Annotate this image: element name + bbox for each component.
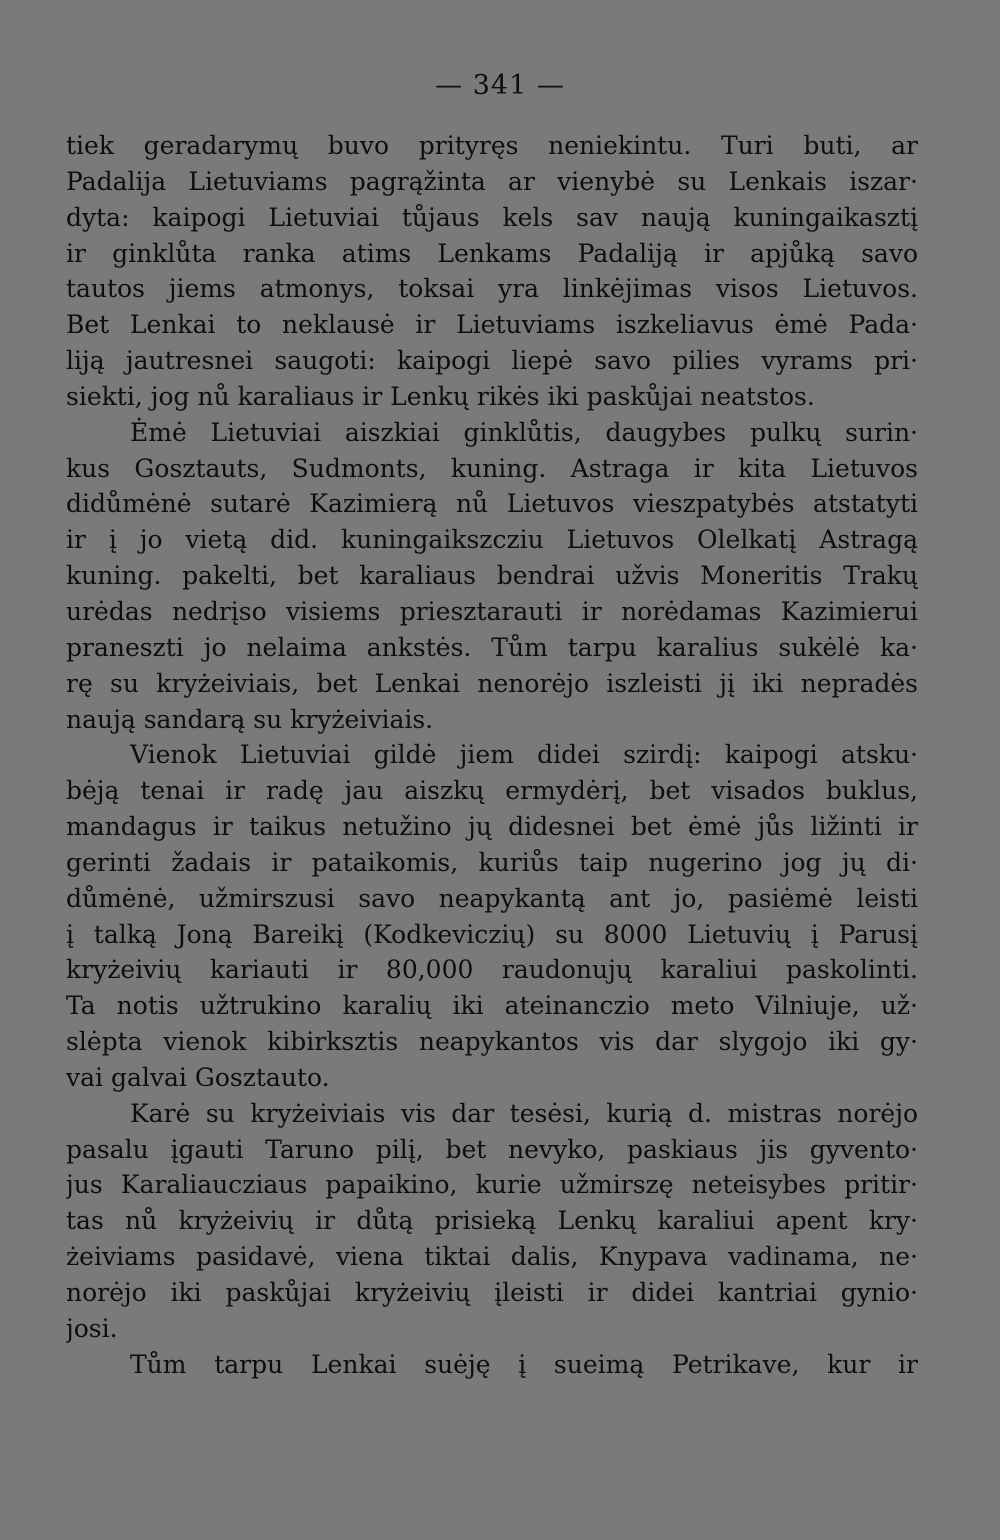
text-line: tiek geradarymų buvo prityręs neniekintu. Turi buti, ar [66,131,918,160]
page-number: — 341 — [435,70,565,101]
text-line: mandagus ir taikus netužino jų didesnei bet ėmė jůs ližinti ir [66,812,918,842]
text-line: Bet Lenkai to neklausė ir Lietuviams iszkeliavus ėmė Pada· [66,310,918,340]
body-text [66,128,918,1383]
text-line: kryżeivių kariauti ir 80,000 raudonujų karaliui paskolinti. [66,955,918,985]
text-line: tas nů kryżeivių ir důtą prisieką Lenkų karaliui apent kry· [66,1206,918,1236]
text-line: Ėmė Lietuviai aiszkiai ginklůtis, daugybes pulkų surin· [130,417,918,447]
text-line: bėją tenai ir radę jau aiszkų ermydėrį, bet visados buklus, [66,776,918,806]
text-line: pasalu įgauti Taruno pilį, bet nevyko, paskiaus jis gyvento· [66,1134,918,1164]
text-line: Tům tarpu Lenkai suėję į sueimą Petrikave, kur ir [130,1349,918,1379]
text-line: vai galvai Gosztauto. [66,1062,330,1092]
text-line: ir į jo vietą did. kuningaikszcziu Lietuvos Olelkatį Astragą [66,525,918,555]
text-line: rę su kryżeiviais, bet Lenkai nenorėjo iszleisti jį iki nepradės [66,668,918,698]
text-line: důmėnė, užmirszusi savo neapykantą ant jo, pasiėmė leisti [66,883,918,913]
text-line: praneszti jo nelaima ankstės. Tům tarpu karalius sukėlė ka· [66,632,918,662]
text-line: kuning. pakelti, bet karaliaus bendrai užvis Moneritis Trakų [66,561,918,591]
text-line: slėpta vienok kibirksztis neapykantos vis dar slygojo iki gy· [66,1027,918,1057]
text-line: Ta notis užtrukino karalių iki ateinanczio meto Vilniuje, už· [66,991,918,1021]
text-line: siekti, jog nů karaliaus ir Lenkų rikės iki paskůjai neatstos. [66,381,815,411]
text-line: naują sandarą su kryżeiviais. [66,704,434,734]
text-line: į talką Joną Bareikį (Kodkeviczių) su 8000 Lietuvių į Parusį [66,919,918,949]
text-line: dyta: kaipogi Lietuviai tůjaus kels sav naują kuningaikasztį [66,202,918,232]
text-line: gerinti žadais ir pataikomis, kuriůs taip nugerino jog jų di· [66,847,918,877]
text-line: ir ginklůta ranka atims Lenkams Padaliją ir apjůką savo [66,238,918,268]
text-line: Padalija Lietuviams pagrąžinta ar vienybė su Lenkais iszar· [66,166,918,196]
text-line: kus Gosztauts, Sudmonts, kuning. Astraga ir kita Lietuvos [66,453,918,483]
text-line: tautos jiems atmonys, toksai yra linkėjimas visos Lietuvos. [66,274,918,304]
text-line: żeiviams pasidavė, viena tiktai dalis, Knypava vadinama, ne· [66,1242,918,1272]
text-line: liją jautresnei saugoti: kaipogi liepė savo pilies vyrams pri· [66,346,918,376]
text-line: jus Karaliaucziaus papaikino, kurie užmirszę neteisybes pritir· [66,1170,918,1200]
text-line: didůmėnė sutarė Kazimierą nů Lietuvos vieszpatybės atstatyti [66,489,918,519]
text-line: Karė su kryżeiviais vis dar tesėsi, kurią d. mistras norėjo [130,1098,918,1128]
text-line: Vienok Lietuviai gildė jiem didei szirdį: kaipogi atsku· [130,740,918,770]
text-line: urėdas nedrįso visiems priesztarauti ir norėdamas Kazimierui [66,596,918,626]
text-line: norėjo iki paskůjai kryżeivių įleisti ir didei kantriai gynio· [66,1278,918,1307]
text-line: josi. [66,1313,118,1343]
